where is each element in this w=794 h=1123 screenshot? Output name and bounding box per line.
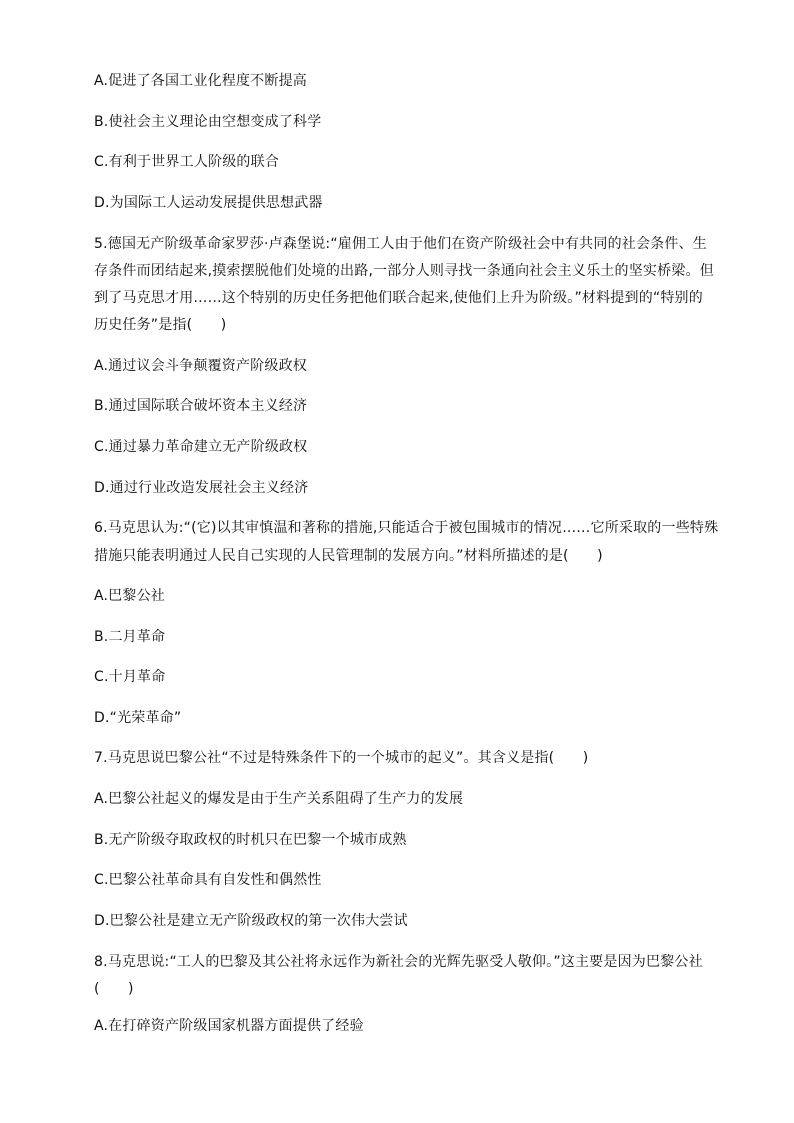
q6-option-d: D.“光荣革命” — [94, 710, 182, 726]
q4-option-c: C.有利于世界工人阶级的联合 — [94, 154, 280, 170]
q5-option-a: A.通过议会斗争颠覆资产阶级政权 — [94, 358, 307, 374]
q8-stem-line: ( ) — [94, 981, 134, 997]
q6-option-c: C.十月革命 — [94, 669, 166, 685]
q5-option-b: B.通过国际联合破坏资本主义经济 — [94, 398, 308, 414]
q7-option-a: A.巴黎公社起义的爆发是由于生产关系阻碍了生产力的发展 — [94, 791, 464, 807]
q6-stem-line: 措施只能表明通过人民自己实现的人民管理制的发展方向。”材料所描述的是( ) — [94, 548, 603, 564]
q5-stem-line: 存条件而团结起来,摸索摆脱他们处境的出路,一部分人则寻找一条通向社会主义乐土的坚实桥梁。但 — [94, 263, 714, 279]
q6-option-b: B.二月革命 — [94, 629, 166, 645]
q7-option-c: C.巴黎公社革命具有自发性和偶然性 — [94, 872, 322, 888]
q5-stem-line: 历史任务”是指( ) — [94, 317, 227, 333]
q6-option-a: A.巴黎公社 — [94, 588, 165, 604]
q5-option-d: D.通过行业改造发展社会主义经济 — [94, 480, 309, 496]
q4-option-a: A.促进了各国工业化程度不断提高 — [94, 73, 307, 89]
q4-option-b: B.使社会主义理论由空想变成了科学 — [94, 114, 322, 130]
q8-stem-line: 8.马克思说:“工人的巴黎及其公社将永远作为新社会的光辉先驱受人敬仰。”这主要是因为巴黎公社 — [94, 954, 703, 970]
q4-option-d: D.为国际工人运动发展提供思想武器 — [94, 195, 323, 211]
q5-stem-line: 到了马克思才用……这个特别的历史任务把他们联合起来,使他们上升为阶级。”材料提到的“特别的 — [94, 290, 703, 306]
q7-option-b: B.无产阶级夺取政权的时机只在巴黎一个城市成熟 — [94, 832, 407, 848]
q5-option-c: C.通过暴力革命建立无产阶级政权 — [94, 439, 308, 455]
q7-option-d: D.巴黎公社是建立无产阶级政权的第一次伟大尝试 — [94, 913, 408, 929]
q6-stem-line: 6.马克思认为:“(它)以其审慎温和著称的措施,只能适合于被包围城市的情况……它所采取的一些特殊 — [94, 520, 719, 536]
q7-stem-line: 7.马克思说巴黎公社“不过是特殊条件下的一个城市的起义”。其含义是指( ) — [94, 750, 589, 766]
q5-stem-line: 5.德国无产阶级革命家罗莎·卢森堡说:“雇佣工人由于他们在资产阶级社会中有共同的社会条件、生 — [94, 236, 707, 252]
q8-option-a: A.在打碎资产阶级国家机器方面提供了经验 — [94, 1018, 364, 1034]
